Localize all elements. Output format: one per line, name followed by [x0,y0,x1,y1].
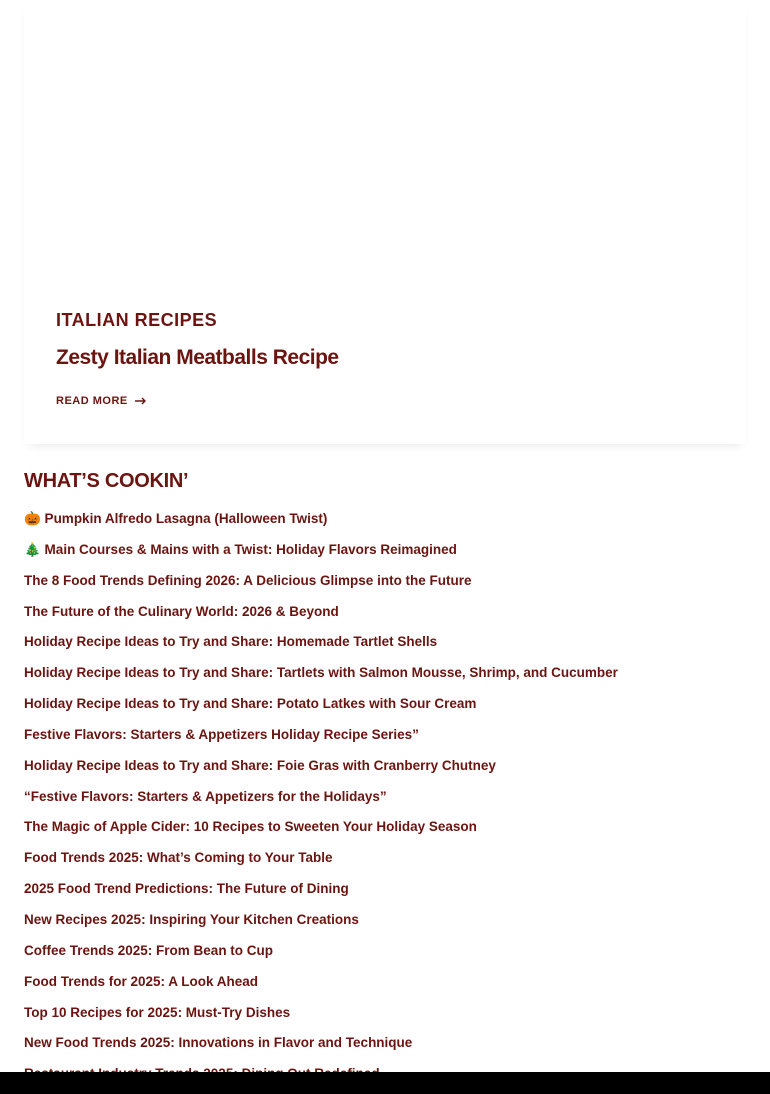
post-thumbnail[interactable] [24,0,746,280]
post-category-link[interactable]: ITALIAN RECIPES [56,310,218,330]
list-item [24,939,746,970]
post-link[interactable]: “Festive Flavors: Starters & Appetizers for the Holidays” [24,788,387,804]
arrow-right-icon [135,396,147,406]
post-link[interactable]: Top 10 Recipes for 2025: Must-Try Dishes [24,1004,291,1020]
post-link[interactable]: Festive Flavors: Starters & Appetizers Holiday Recipe Series” [24,726,419,742]
read-more-link[interactable] [56,393,147,409]
post-link[interactable]: 🎃 Pumpkin Alfredo Lasagna (Halloween Twist) [24,511,328,526]
post-card [24,0,746,444]
list-item [24,815,746,846]
post-link[interactable]: 2025 Food Trend Predictions: The Future of Dining [24,881,349,897]
list-item [24,877,746,908]
post-link[interactable]: Holiday Recipe Ideas to Try and Share: Potato Latkes with Sour Cream [24,696,477,712]
recent-posts-list [24,507,746,1093]
list-item [24,1031,746,1062]
post-link[interactable]: Food Trends for 2025: A Look Ahead [24,973,259,989]
post-link[interactable]: Coffee Trends 2025: From Bean to Cup [24,942,274,958]
list-item [24,661,746,692]
post-link[interactable]: Holiday Recipe Ideas to Try and Share: Foie Gras with Cranberry Chutney [24,757,496,773]
post-link[interactable]: Food Trends 2025: What’s Coming to Your Table [24,850,333,866]
post-link[interactable]: New Food Trends 2025: Innovations in Flavor and Technique [24,1035,413,1051]
post-link[interactable]: Holiday Recipe Ideas to Try and Share: Tartlets with Salmon Mousse, Shrimp, and Cucumber [24,665,618,681]
list-item [24,970,746,1001]
list-item [24,785,746,816]
bottom-bar [0,1072,770,1094]
list-item [24,600,746,631]
post-link[interactable]: Holiday Recipe Ideas to Try and Share: Homemade Tartlet Shells [24,634,438,650]
post-link[interactable]: New Recipes 2025: Inspiring Your Kitchen Creations [24,911,359,927]
post-link[interactable]: 🎄 Main Courses & Mains with a Twist: Holiday Flavors Reimagined [24,541,457,557]
post-link[interactable]: The Future of the Culinary World: 2026 & Beyond [24,603,339,619]
list-item [24,507,746,538]
widget-title: WHAT’S COOKIN’ [24,470,189,492]
list-item [24,630,746,661]
post-title[interactable]: Zesty Italian Meatballs Recipe [56,346,339,369]
read-more-label: READ MORE [56,395,128,407]
list-item [24,1001,746,1032]
list-item [24,846,746,877]
list-item [24,908,746,939]
post-link[interactable]: The Magic of Apple Cider: 10 Recipes to Sweeten Your Holiday Season [24,819,477,835]
list-item [24,723,746,754]
post-link[interactable]: The 8 Food Trends Defining 2026: A Delicious Glimpse into the Future [24,572,472,588]
list-item [24,538,746,569]
list-item [24,692,746,723]
list-item [24,754,746,785]
list-item [24,569,746,600]
